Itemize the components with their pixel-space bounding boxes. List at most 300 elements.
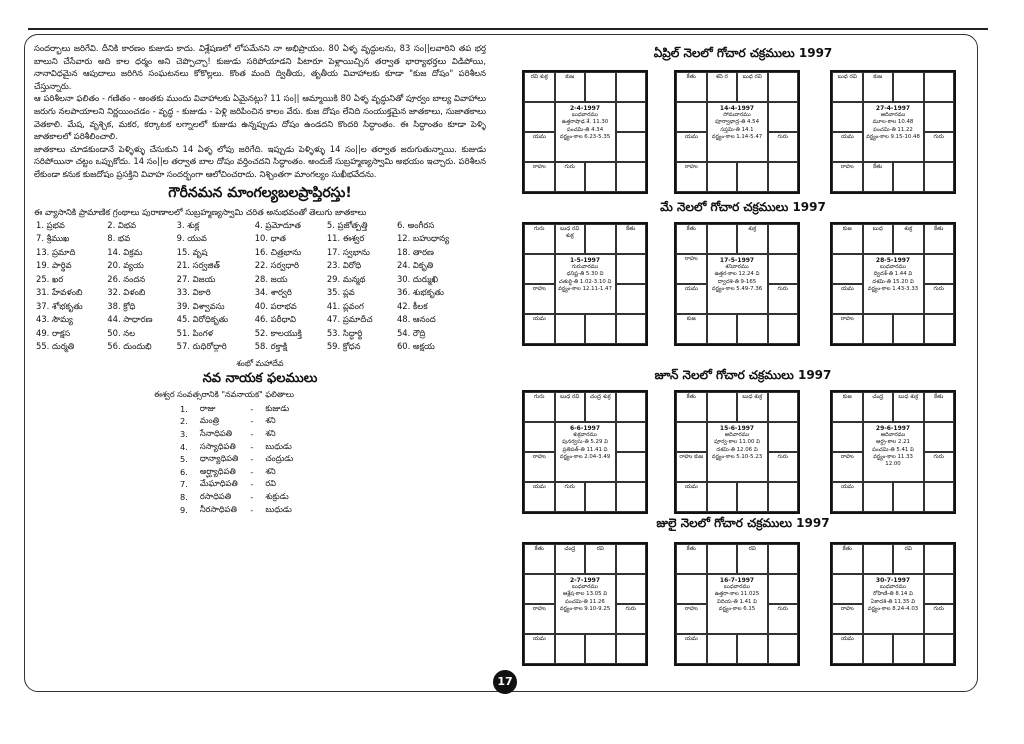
years-row — [34, 233, 474, 247]
chart-house — [616, 482, 647, 512]
year-name: 42. కీలక — [396, 300, 428, 311]
chart-detail: వర్జ్యం-కాల 12.11-1.47 — [558, 285, 612, 292]
chart-house — [924, 314, 955, 344]
year-name: 46. పరీధావి — [254, 314, 296, 325]
chart-house: కేతు — [676, 392, 707, 422]
chart-house — [768, 72, 799, 102]
month-title: జులై నెలలో గోచార చక్రములు 1997 — [656, 516, 830, 530]
chart-house: గురు — [768, 452, 799, 482]
chart-house — [616, 72, 647, 102]
paragraph-3: జాతకాలు చూడకుండానే పెళ్ళిళ్ళు చేసుకుని 14 ఏళ్ళ లోపు జరిగేది. ఇప్పుడు పెళ్ళిళ్ళు 14 సం||ల తర్వాత జరుగుతున్నాయి. కుజుడు సరిపోయినా చట్టం ఒప్పుకోదు. 14 సం||ల తర్వాత బాల దోషం వర్తించదని సిద్ధాంతం. అందుకే సుబ్రహ్మణ్యస్వామి అభయం ఇచ్చారు. పరిశీలన లేకుండా కనుక కుజదోషం ప్రసక్తిని వివాహ సందర్భంగా ఆలోచించరాదు. నిశ్చింతగా మాంగల్యం సుఖీభవేదను. — [34, 143, 486, 179]
chart-house: కుజ — [863, 72, 894, 102]
month-title: ఏప్రిల్ నెలలో గోచార చక్రములు 1997 — [653, 46, 833, 60]
chart-detail: బుధవారము — [879, 264, 907, 271]
nava-n: 6. — [180, 466, 188, 477]
chart-house: గురు — [768, 604, 799, 634]
chart-house — [616, 422, 647, 452]
nava-planet: కుజుడు — [265, 402, 290, 413]
year-name: 36. శుభకృతు — [396, 287, 444, 298]
chart-center — [707, 102, 768, 162]
chart-date: 1-5-1997 — [569, 257, 601, 264]
nava-role: సేనాధిపతి — [199, 428, 233, 439]
chart-house: కుజ — [555, 72, 586, 102]
chart-house — [585, 314, 616, 344]
chart-detail: వర్జ్యం-కాల 6.23-5.35 — [559, 133, 611, 140]
chart-detail: గురువారము — [571, 264, 599, 271]
chart-date: 28-5-1997 — [875, 257, 911, 264]
year-name: 11. ఈశ్వర — [326, 233, 365, 244]
chart-house: రాహు కుజ — [676, 452, 707, 482]
chart-house — [524, 574, 555, 604]
year-name: 25. ఖర — [36, 273, 64, 284]
chart-house: రాహు — [832, 314, 863, 344]
chart-house — [707, 544, 738, 574]
chart-house: యమ — [676, 634, 707, 664]
years-row — [34, 314, 474, 328]
nava-row — [174, 440, 299, 453]
chart-house — [616, 162, 647, 192]
chart-house — [616, 314, 647, 344]
chart-house — [768, 392, 799, 422]
year-name: 18. తారణ — [396, 246, 434, 257]
chart-house — [524, 254, 555, 284]
year-name: 9. యువ — [176, 233, 207, 244]
chart-detail: వర్జ్యం-కాల 1.14-5.47 — [711, 133, 763, 140]
nava-nayaka-heading: నవ నాయక ఫలములు — [202, 370, 318, 386]
chart-house — [893, 72, 924, 102]
nava-role: మేఘాధిపతి — [199, 478, 238, 489]
chart-house — [616, 544, 647, 574]
nava-row — [174, 466, 299, 479]
nava-planet: రవి — [265, 478, 276, 489]
year-name: 37. శోభకృతు — [36, 300, 83, 311]
chart-house: యమ — [676, 482, 707, 512]
chart-house: యమ — [524, 314, 555, 344]
chart-house — [924, 574, 955, 604]
chart-house: రాహు — [524, 452, 555, 482]
year-name: 34. శార్వరి — [254, 287, 292, 298]
nava-n: 5. — [180, 454, 188, 465]
chart-detail: ధనిష్ట-తి 5.30 వి — [566, 271, 604, 278]
year-name: 7. శ్రీముఖ — [36, 233, 70, 244]
chart-house: బుధ రవి శుక్ర — [555, 224, 586, 254]
chart-center — [555, 102, 616, 162]
year-name: 26. నందన — [107, 273, 146, 284]
chart-house — [863, 634, 894, 664]
nava-n: 4. — [180, 441, 188, 452]
chart-detail: ప్రతిపత్-తి 11.41 వి — [562, 446, 608, 453]
year-name: 8. భవ — [107, 233, 131, 244]
gochara-chart — [522, 70, 648, 194]
nava-n: 2. — [180, 416, 188, 427]
chart-house: యమ — [524, 482, 555, 512]
chart-house: గురు — [924, 284, 955, 314]
chart-house: యమ — [832, 482, 863, 512]
nava-planet: చంద్రుడు — [265, 453, 294, 464]
year-name: 39. విశ్వావసు — [176, 300, 225, 311]
chart-house — [524, 102, 555, 132]
year-name: 1. ప్రభవ — [36, 219, 65, 230]
year-name: 32. విళంబి — [107, 287, 146, 298]
chart-detail: బుధవారము — [571, 112, 599, 119]
chart-house: రవి — [585, 544, 616, 574]
year-name: 12. బహుధాన్య — [396, 233, 450, 244]
year-name: 57. రుధిరోద్గారి — [176, 341, 227, 352]
chart-house: గురు — [616, 604, 647, 634]
year-name: 56. దుందుభి — [107, 341, 152, 352]
years-row — [34, 341, 474, 355]
nava-planet: శని — [265, 465, 276, 476]
year-name: 60. అక్షయ — [396, 341, 435, 352]
chart-detail: ఉత్తరాషాఢ శే. 11.30 — [561, 119, 609, 126]
year-name: 41. ప్లవంగ — [326, 300, 364, 311]
year-name: 20. వ్యయ — [107, 260, 144, 271]
chart-detail: వర్జ్యం-కాల 2.04-3.49 — [559, 453, 611, 460]
years-row — [34, 328, 474, 342]
chart-detail: వర్జ్యం-కాల 9.10-9.25 — [559, 605, 611, 612]
chart-house — [768, 422, 799, 452]
chart-house — [737, 314, 768, 344]
chart-date: 17-5-1997 — [719, 257, 755, 264]
chart-center — [707, 254, 768, 314]
nava-n: 7. — [180, 479, 188, 490]
year-name: 54. రౌద్రి — [396, 327, 426, 338]
year-name: 5. ప్రజోత్పత్తి — [326, 219, 368, 230]
chart-detail: వర్జ్యం-కాల 6.15 — [718, 605, 756, 612]
chart-house: యమ — [832, 634, 863, 664]
nava-n: 3. — [180, 429, 188, 440]
chart-house — [676, 574, 707, 604]
chart-house — [616, 574, 647, 604]
chart-house — [616, 132, 647, 162]
chart-center — [863, 574, 924, 634]
nava-dash: - — [250, 454, 254, 465]
chart-date: 6-6-1997 — [569, 425, 601, 432]
chart-house — [863, 482, 894, 512]
chart-house: కేతు — [524, 544, 555, 574]
chart-house — [585, 224, 616, 254]
nava-dash: - — [250, 441, 254, 452]
chart-house — [924, 422, 955, 452]
nava-row — [174, 491, 299, 504]
chart-house: రాహు — [524, 162, 555, 192]
chart-date: 27-4-1997 — [875, 105, 911, 112]
gochara-chart — [674, 390, 800, 514]
nava-n: 1. — [180, 403, 188, 414]
year-name: 29. మన్మథ — [326, 273, 366, 284]
year-name: 31. హేవళంబి — [36, 287, 83, 298]
chart-detail: బుధవారము — [879, 584, 907, 591]
gochara-chart — [830, 390, 956, 514]
chart-house: శుక్ర — [737, 224, 768, 254]
chart-house: బుధ రవి — [737, 72, 768, 102]
nava-dash: - — [250, 429, 254, 440]
chart-house: గురు — [555, 482, 586, 512]
chart-house — [707, 634, 738, 664]
chart-house: కేతు — [832, 544, 863, 574]
chart-detail: ఆదివారము — [724, 432, 750, 439]
year-name: 27. విజయ — [176, 273, 216, 284]
chart-house — [707, 314, 738, 344]
year-name: 19. పార్థివ — [36, 260, 72, 271]
chart-house: యమ — [676, 132, 707, 162]
chart-house — [524, 422, 555, 452]
chart-house — [585, 162, 616, 192]
year-name: 44. సాధారణ — [107, 314, 153, 325]
year-name: 10. ధాత — [254, 233, 286, 244]
chart-house: బుధ రవి — [832, 72, 863, 102]
chart-house — [924, 254, 955, 284]
chart-detail: చతుర్థి-తి 1.02-3.10 వి — [558, 278, 612, 285]
chart-detail: బుధవారము — [723, 584, 751, 591]
chart-house: గురు — [555, 162, 586, 192]
chart-center — [555, 254, 616, 314]
chart-house: చంద్ర — [863, 392, 894, 422]
page-number: 17 — [493, 670, 517, 694]
chart-house: కుజ — [676, 314, 707, 344]
chart-detail: వర్జ్యం-కాల 5.49-7.36 — [711, 285, 763, 292]
nava-dash: - — [250, 416, 254, 427]
year-name: 35. ప్లవ — [326, 287, 355, 298]
chart-detail: విదియ-తి 1.41 వి — [717, 598, 757, 605]
chart-house: బుధ రవి — [555, 392, 586, 422]
chart-house — [616, 634, 647, 664]
year-name: 47. ప్రమాదీచ — [326, 314, 373, 325]
chart-date: 30-7-1997 — [875, 577, 911, 584]
chart-house — [924, 102, 955, 132]
chart-detail: ద్విదశ్-తి 1.44 వి — [873, 271, 913, 278]
chart-detail: ఉత్తరా-కాల 11.025 — [714, 591, 760, 598]
chart-house: కేతు — [924, 224, 955, 254]
chart-house — [585, 72, 616, 102]
year-name: 58. రక్తాక్షి — [254, 341, 288, 352]
year-name: 13. ప్రమాది — [36, 246, 76, 257]
chart-house — [768, 314, 799, 344]
year-name: 4. ప్రమోదూత — [254, 219, 301, 230]
chart-detail: వర్జ్యం-కాల 1.43-3.33 — [867, 285, 919, 292]
chart-detail: ఆర్ద్ర-కాల 2.21 — [876, 439, 910, 446]
chart-detail: వర్జ్యం-కాల 9.15-10.48 — [866, 133, 920, 140]
nava-role: రాజు — [199, 402, 216, 413]
year-name: 28. జయ — [254, 273, 288, 284]
chart-detail: దశమి-తి 15.20 వి — [872, 278, 914, 285]
years-row — [34, 287, 474, 301]
chart-detail: వర్జ్యం-కాల 5.10-5.23 — [711, 453, 763, 460]
chart-house — [707, 224, 738, 254]
chart-center — [863, 102, 924, 162]
chart-house — [893, 634, 924, 664]
chart-house — [616, 284, 647, 314]
years-intro: ఈ వ్యాసానికి ప్రామాణిక గ్రంథాలు పురాణాలలో సుబ్రహ్మణ్యస్వామి చరిత అనుభవంతో తెలుగు జాతకాలు — [34, 206, 367, 217]
chart-house: కేతు — [676, 544, 707, 574]
gochara-chart — [522, 542, 648, 666]
year-name: 21. సర్వజిత్ — [176, 260, 220, 271]
year-name: 15. వృష — [176, 246, 208, 257]
chart-house — [737, 634, 768, 664]
chart-house: యమ — [676, 284, 707, 314]
chart-house — [768, 482, 799, 512]
chart-detail: ఆదివారము — [880, 112, 906, 119]
chart-house: యమ — [832, 132, 863, 162]
nava-n: 8. — [180, 491, 188, 502]
chart-house — [676, 102, 707, 132]
chart-house: గురు — [924, 452, 955, 482]
chart-house — [768, 544, 799, 574]
years-row — [34, 260, 474, 274]
chart-house: శుక్ర — [893, 224, 924, 254]
left-column — [34, 42, 486, 682]
chart-house — [737, 482, 768, 512]
month-title: జూన్ నెలలో గోచార చక్రములు 1997 — [654, 368, 832, 382]
chart-house: చంద్ర — [555, 544, 586, 574]
chart-house — [863, 314, 894, 344]
chart-date: 2-4-1997 — [569, 105, 601, 112]
years-row — [34, 301, 474, 315]
chart-center — [555, 574, 616, 634]
chart-house — [616, 392, 647, 422]
chart-house: కేతు — [676, 224, 707, 254]
chart-house — [768, 254, 799, 284]
chart-center — [863, 422, 924, 482]
nava-nayaka-subtitle: ఈశ్వర సంవత్సరానికి "నవనాయక" ఫలితాలు — [154, 389, 295, 399]
chart-house: రాహు — [524, 604, 555, 634]
chart-house: చంద్ర శుక్ర — [585, 392, 616, 422]
chart-house: గురు — [924, 132, 955, 162]
year-name: 49. రాక్షస — [36, 327, 71, 338]
right-column — [512, 40, 974, 680]
year-name: 43. సౌమ్య — [36, 314, 73, 325]
nava-planet: బుధుడు — [265, 440, 292, 451]
chart-house — [768, 634, 799, 664]
year-name: 48. ఆనంద — [396, 314, 436, 325]
paragraph-1: సందర్భాలు జరిగేవి. దీనికి కారణం కుజుడు కాదు. విశ్లేషణలో లోపమేనని నా అభిప్రాయం. 80 ఏళ్ళ వృద్ధులను, 83 సం||లవారిని తప భర్త బాలుని చేసేవారు అది కాల ధర్మం అని చెప్పొచ్చా! కుజుడు సరిపోయాడని పిటారూ పెళ్లాయిచ్చిన తర్వాత భార్యాభర్తలు విడిపోయి, నానావిధమైన ఆపుదాలు జరిగిన సంఘటనలు కోకొల్లలు. కొంత మంది ద్వితీయ, తృతీయ వివాహాలకు కూడా "కుజ దోషం" పరిశీలన చేస్తున్నారు. — [34, 43, 486, 91]
year-name: 38. క్రోధి — [107, 300, 136, 311]
chart-house — [555, 634, 586, 664]
nava-nayaka-table — [174, 403, 299, 516]
chart-house — [832, 574, 863, 604]
chart-house: రాహు — [832, 604, 863, 634]
gochara-chart — [830, 222, 956, 346]
chart-detail: ద్వాదశి-తి 9-165 — [717, 278, 757, 285]
chart-detail: ఆశ్లేష-కాల 13.05 వి — [562, 591, 608, 598]
gochara-chart — [674, 222, 800, 346]
gochara-chart — [522, 390, 648, 514]
nava-role: మంత్రి — [199, 415, 220, 426]
chart-detail: ఉత్తర-కాల 12.24 వి — [714, 271, 760, 278]
chart-house: రవి శుక్ర — [524, 72, 555, 102]
chart-house — [924, 634, 955, 664]
nava-planet: శని — [265, 415, 276, 426]
nava-dash: - — [250, 479, 254, 490]
chart-house: యమ — [524, 634, 555, 664]
nava-dash: - — [250, 491, 254, 502]
top-rule — [28, 28, 988, 30]
nava-row — [174, 403, 299, 416]
chart-house: కేతు — [676, 72, 707, 102]
chart-house — [737, 162, 768, 192]
chart-house — [768, 574, 799, 604]
nava-planet: శుక్రుడు — [265, 490, 289, 501]
year-name: 14. విక్రమ — [107, 246, 143, 257]
nava-role: ధాన్యాధిపతి — [199, 453, 239, 464]
gochara-chart — [674, 542, 800, 666]
year-name: 17. స్వభాను — [326, 246, 370, 257]
chart-house — [585, 482, 616, 512]
chart-house — [768, 224, 799, 254]
telugu-years-table — [34, 220, 474, 355]
year-name: 53. సిద్ధార్థి — [326, 327, 363, 338]
chart-house — [585, 634, 616, 664]
chart-center — [707, 422, 768, 482]
year-name: 59. క్రోధన — [326, 341, 361, 352]
chart-house: కుజ — [832, 392, 863, 422]
year-name: 50. నల — [107, 327, 136, 338]
chart-detail: పంచమి-తి 11.26 — [565, 598, 605, 605]
chart-date: 16-7-1997 — [719, 577, 755, 584]
chart-center — [707, 574, 768, 634]
chart-house: రాహు — [832, 452, 863, 482]
chart-house: రాహు — [832, 162, 863, 192]
chart-detail: పంచమి-తి 4.34 — [566, 126, 604, 133]
chart-house: గురు — [524, 224, 555, 254]
gochara-chart — [674, 70, 800, 194]
chart-house — [863, 544, 894, 574]
chart-house — [924, 72, 955, 102]
chart-house — [893, 314, 924, 344]
year-name: 16. చిత్రభాను — [254, 246, 302, 257]
year-name: 23. విరోధి — [326, 260, 362, 271]
chart-detail: వర్జ్యం-కాల 8.24-4.03 — [867, 605, 919, 612]
nava-role: నీరసాధిపతి — [199, 503, 237, 514]
years-row — [34, 274, 474, 288]
chart-house — [555, 314, 586, 344]
chart-date: 15-6-1997 — [719, 425, 755, 432]
chart-house — [832, 254, 863, 284]
chart-house: కేతు — [616, 224, 647, 254]
chart-house: గురు — [524, 392, 555, 422]
chart-house — [707, 482, 738, 512]
nava-row — [174, 503, 299, 516]
chart-detail: పంచమి-తి 11.22 — [873, 126, 913, 133]
chart-center — [863, 254, 924, 314]
year-name: 33. వికారి — [176, 287, 211, 298]
year-name: 55. దుర్మతి — [36, 341, 75, 352]
chart-house: బుధ శుక్ర — [893, 392, 924, 422]
nava-row — [174, 453, 299, 466]
chart-house — [616, 254, 647, 284]
chart-house — [707, 392, 738, 422]
chart-detail: సోమవారము — [723, 112, 751, 119]
chart-detail: మూల-కాల 10.48 — [872, 119, 914, 126]
chart-house — [893, 162, 924, 192]
year-name: 2. విభవ — [107, 219, 137, 230]
chart-date: 14-4-1997 — [719, 105, 755, 112]
chart-detail: పూర్వాభాద్ర-తి 4.54 — [714, 119, 760, 126]
chart-date: 29-6-1997 — [875, 425, 911, 432]
nava-role: సస్యాధిపతి — [199, 440, 236, 451]
chart-house: రవి — [893, 544, 924, 574]
chart-house: కేతు — [863, 162, 894, 192]
chart-house — [616, 452, 647, 482]
chart-house — [832, 422, 863, 452]
chart-detail: పునర్వసు-తి 5.29 వి — [562, 439, 608, 446]
nava-row — [174, 415, 299, 428]
chart-house: శని ర — [707, 72, 738, 102]
chart-house — [893, 482, 924, 512]
chart-detail: శుక్రవారము — [572, 432, 598, 439]
chart-detail: పూర్వ-కాల 11.00 వి — [714, 439, 760, 446]
nava-dash: - — [250, 466, 254, 477]
